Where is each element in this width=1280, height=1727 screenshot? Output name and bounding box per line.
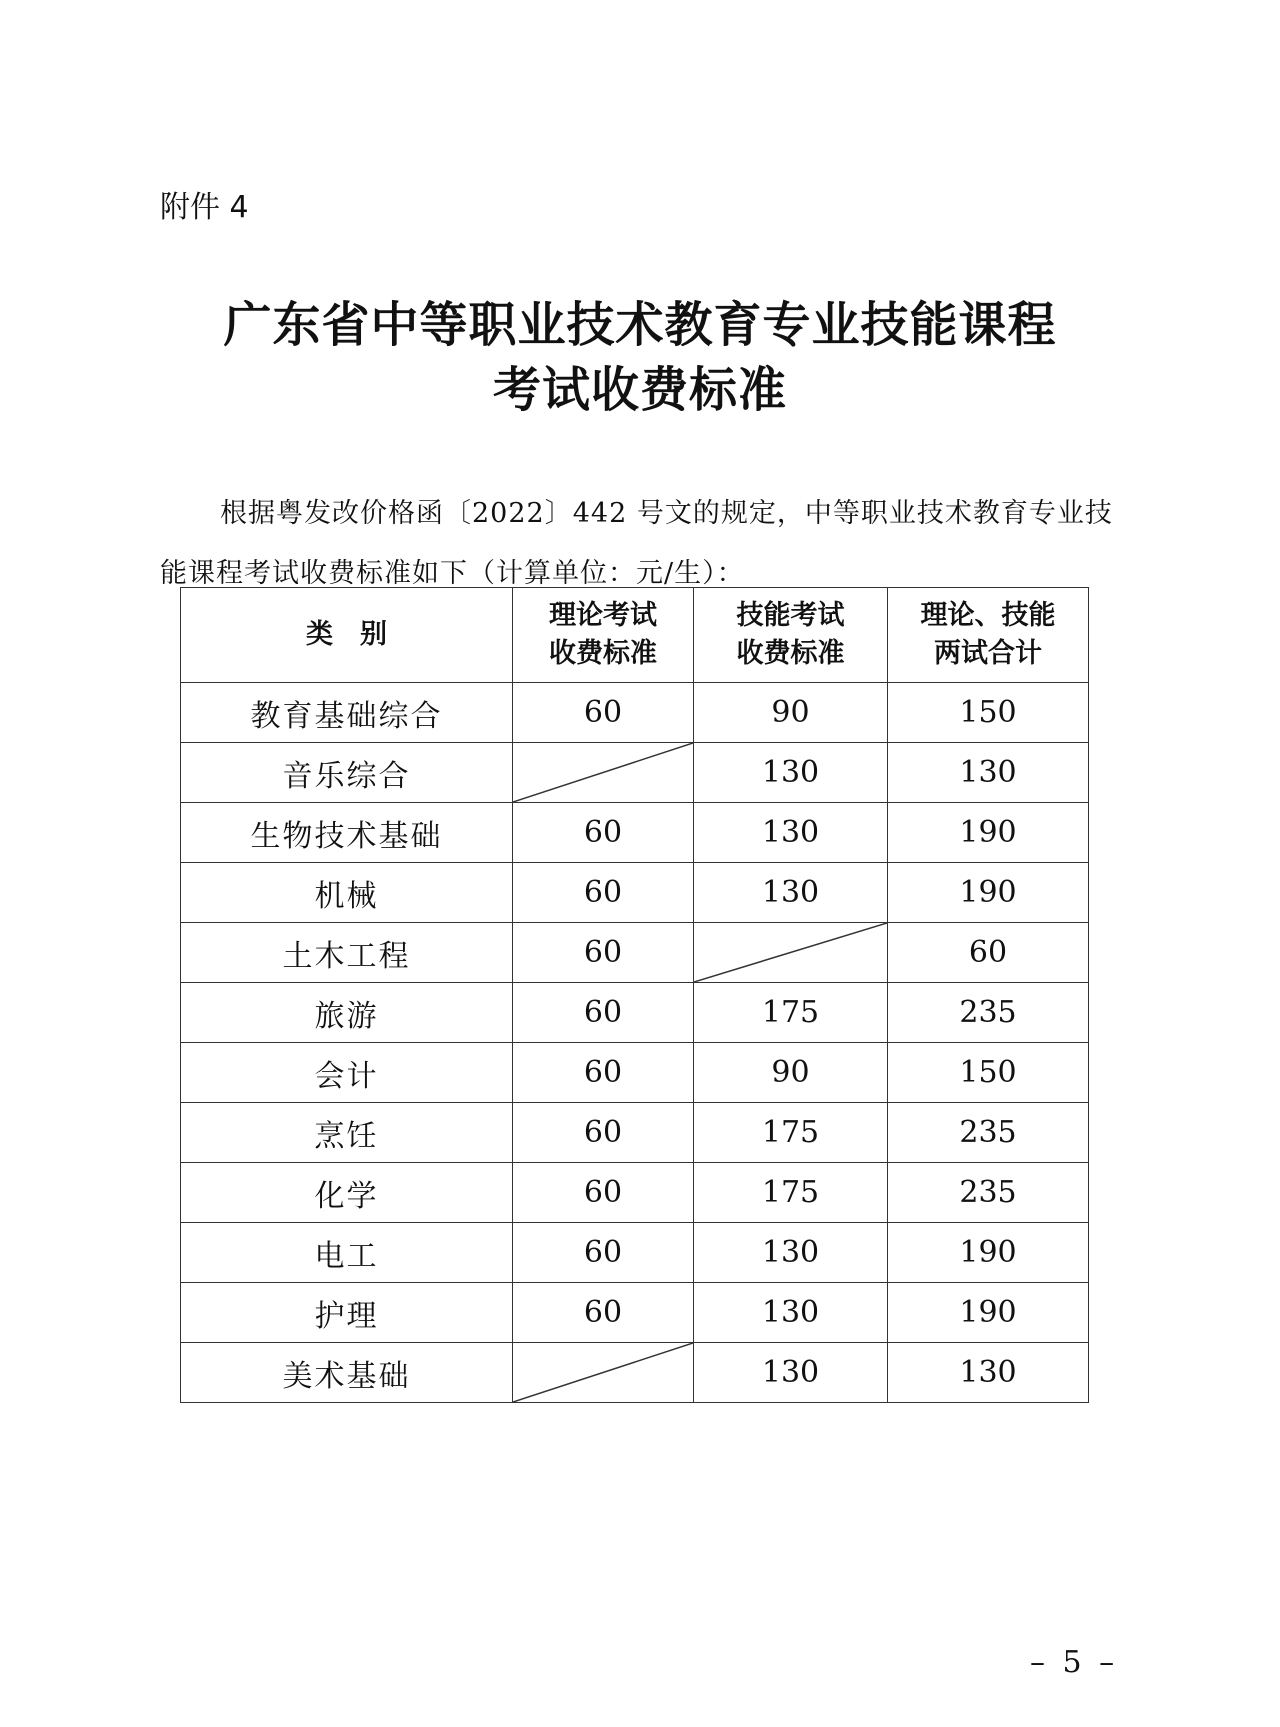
table-row	[181, 1103, 1089, 1163]
cell-skill: 90	[694, 683, 888, 743]
cell-theory: 60	[513, 683, 694, 743]
cell-category: 电工	[181, 1223, 513, 1283]
cell-skill: 130	[694, 863, 888, 923]
header-theory-line-1: 理论考试	[549, 600, 657, 631]
attachment-label: 附件 4	[160, 190, 249, 225]
cell-total: 190	[888, 803, 1089, 863]
cell-theory: 60	[513, 1163, 694, 1223]
cell-category: 会计	[181, 1043, 513, 1103]
cell-total: 130	[888, 743, 1089, 803]
cell-theory: 60	[513, 1223, 694, 1283]
cell-category: 教育基础综合	[181, 683, 513, 743]
table-row	[181, 1343, 1089, 1403]
header-category-label: 类 别	[306, 619, 387, 650]
header-total-line-1: 理论、技能	[920, 600, 1056, 631]
table-row	[181, 923, 1089, 983]
not-applicable-cell	[513, 1343, 694, 1403]
header-skill-fee	[694, 588, 888, 683]
cell-theory: 60	[513, 1283, 694, 1343]
cell-total: 60	[888, 923, 1089, 983]
cell-category: 生物技术基础	[181, 803, 513, 863]
fee-table-body	[181, 683, 1089, 1403]
table-row	[181, 983, 1089, 1043]
cell-total: 130	[888, 1343, 1089, 1403]
cell-skill: 130	[694, 1223, 888, 1283]
cell-skill: 90	[694, 1043, 888, 1103]
cell-theory: 60	[513, 1043, 694, 1103]
cell-total: 190	[888, 1223, 1089, 1283]
diagonal-slash	[694, 923, 887, 982]
cell-category: 烹饪	[181, 1103, 513, 1163]
table-row	[181, 1223, 1089, 1283]
header-theory-line-2: 收费标准	[549, 638, 657, 669]
cell-total: 150	[888, 683, 1089, 743]
header-theory-fee	[513, 588, 694, 683]
cell-total: 150	[888, 1043, 1089, 1103]
intro-paragraph: 根据粤发改价格函〔2022〕442 号文的规定，中等职业技术教育专业技能课程考试收费标准如下（计算单位：元/生）：	[160, 498, 1113, 589]
cell-skill: 130	[694, 803, 888, 863]
table-row	[181, 743, 1089, 803]
table-header-row	[181, 588, 1089, 683]
cell-theory: 60	[513, 983, 694, 1043]
cell-skill: 130	[694, 743, 888, 803]
cell-theory: 60	[513, 923, 694, 983]
cell-skill: 175	[694, 1163, 888, 1223]
cell-theory: 60	[513, 1103, 694, 1163]
table-row	[181, 803, 1089, 863]
cell-skill: 130	[694, 1343, 888, 1403]
page-number: – 5 –	[1030, 1645, 1119, 1680]
cell-skill: 130	[694, 1283, 888, 1343]
cell-total: 235	[888, 983, 1089, 1043]
cell-skill: 175	[694, 1103, 888, 1163]
fee-table	[180, 587, 1089, 1403]
document-title-line-1: 广东省中等职业技术教育专业技能课程	[223, 297, 1057, 353]
table-row	[181, 1163, 1089, 1223]
cell-category: 土木工程	[181, 923, 513, 983]
diagonal-slash	[513, 743, 693, 802]
table-row	[181, 683, 1089, 743]
cell-total: 235	[888, 1163, 1089, 1223]
cell-theory: 60	[513, 863, 694, 923]
header-total-fee	[888, 588, 1089, 683]
not-applicable-cell	[694, 923, 888, 983]
table-row	[181, 1283, 1089, 1343]
cell-category: 机械	[181, 863, 513, 923]
header-skill-line-1: 技能考试	[736, 600, 845, 631]
not-applicable-cell	[513, 743, 694, 803]
cell-total: 190	[888, 1283, 1089, 1343]
document-title-line-2: 考试收费标准	[492, 362, 787, 418]
cell-skill: 175	[694, 983, 888, 1043]
cell-category: 美术基础	[181, 1343, 513, 1403]
cell-total: 235	[888, 1103, 1089, 1163]
cell-theory: 60	[513, 803, 694, 863]
table-row	[181, 863, 1089, 923]
cell-category: 护理	[181, 1283, 513, 1343]
table-row	[181, 1043, 1089, 1103]
cell-category: 音乐综合	[181, 743, 513, 803]
cell-category: 化学	[181, 1163, 513, 1223]
diagonal-slash	[513, 1343, 693, 1402]
header-skill-line-2: 收费标准	[736, 638, 845, 669]
cell-category: 旅游	[181, 983, 513, 1043]
header-category	[181, 588, 513, 683]
cell-total: 190	[888, 863, 1089, 923]
header-total-line-2: 两试合计	[934, 638, 1042, 669]
